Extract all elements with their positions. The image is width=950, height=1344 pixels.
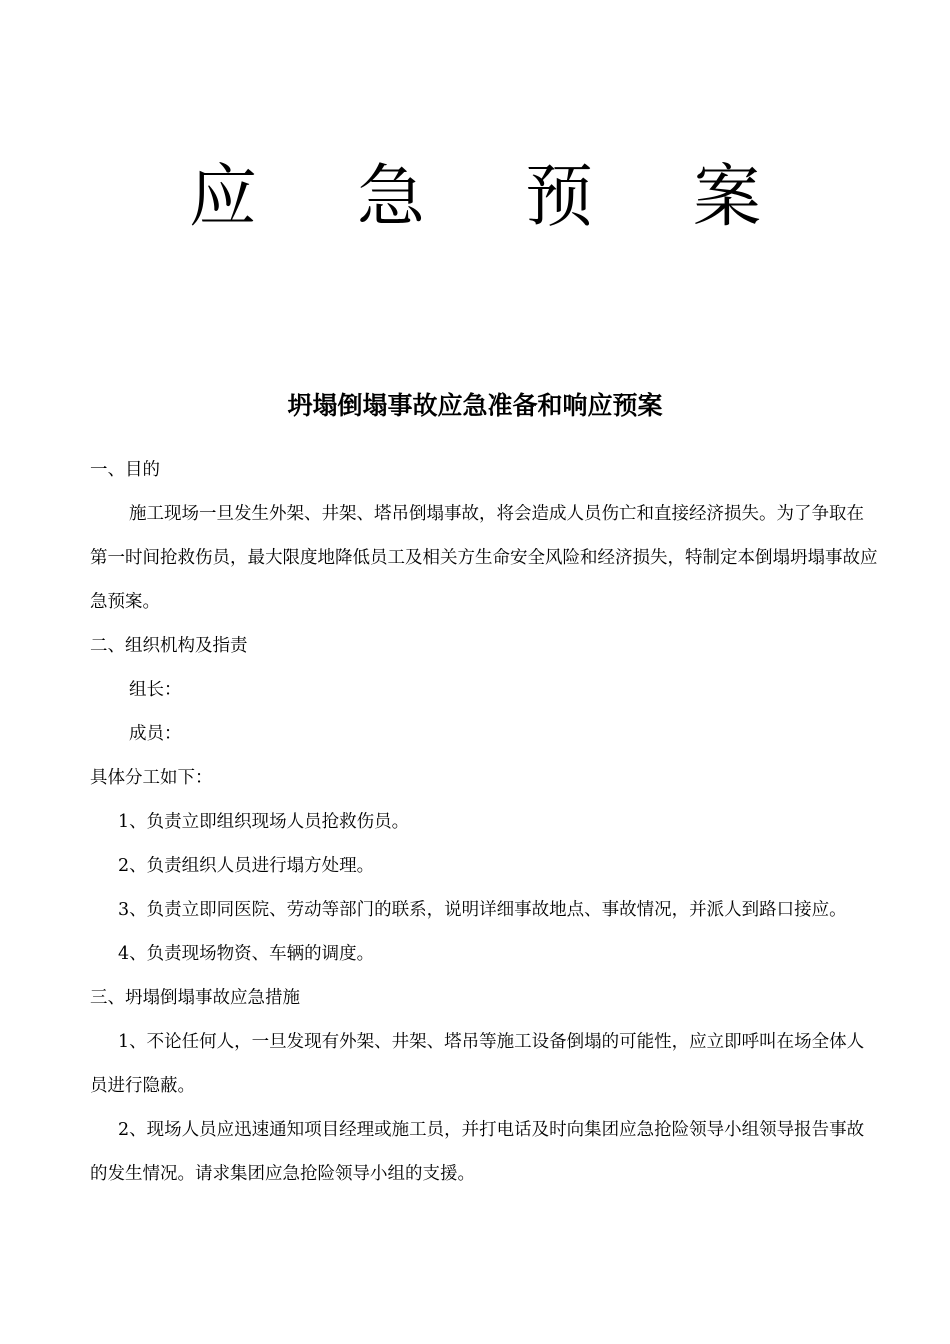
team-leader-line: 组长： bbox=[129, 680, 182, 700]
document-body bbox=[90, 448, 880, 1196]
division-item-2: 2、负责组织人员进行塌方处理。 bbox=[118, 856, 375, 876]
section-heading-purpose: 一、目的 bbox=[90, 460, 160, 480]
document-title: 应急预案 bbox=[188, 158, 861, 237]
section-heading-organization: 二、组织机构及指责 bbox=[90, 636, 248, 656]
division-item-1: 1、负责立即组织现场人员抢救伤员。 bbox=[118, 812, 410, 832]
purpose-paragraph: 施工现场一旦发生外架、井架、塔吊倒塌事故，将会造成人员伤亡和直接经济损失。为了争取在第一时间抢救伤员，最大限度地降低员工及相关方生命安全风险和经济损失，特制定本倒塌坍塌事故应急预案。 bbox=[90, 504, 878, 612]
division-intro: 具体分工如下： bbox=[90, 768, 213, 788]
team-members-line: 成员： bbox=[129, 724, 182, 744]
division-item-4: 4、负责现场物资、车辆的调度。 bbox=[118, 944, 375, 964]
document-subtitle: 坍塌倒塌事故应急准备和响应预案 bbox=[287, 391, 663, 420]
measure-item-1: 1、不论任何人，一旦发现有外架、井架、塔吊等施工设备倒塌的可能性，应立即呼叫在场全体人员进行隐蔽。 bbox=[90, 1032, 865, 1096]
section-heading-measures: 三、坍塌倒塌事故应急措施 bbox=[90, 988, 300, 1008]
division-item-3: 3、负责立即同医院、劳动等部门的联系，说明详细事故地点、事故情况，并派人到路口接应。 bbox=[118, 900, 847, 920]
measure-item-2: 2、现场人员应迅速通知项目经理或施工员，并打电话及时向集团应急抢险领导小组领导报告事故的发生情况。请求集团应急抢险领导小组的支援。 bbox=[90, 1120, 865, 1184]
